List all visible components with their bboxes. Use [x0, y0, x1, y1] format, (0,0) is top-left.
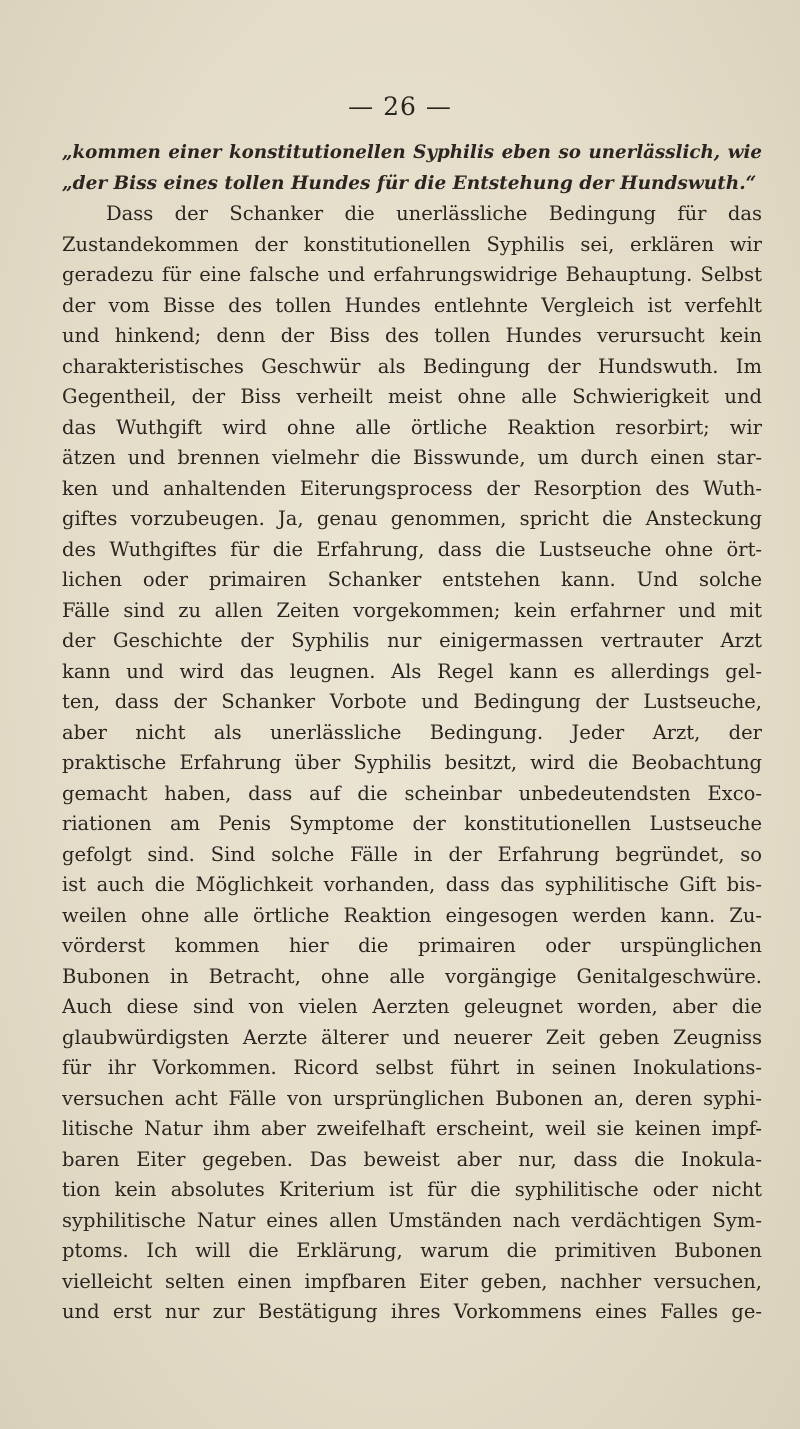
- text-line: ken und anhaltenden Eiterungsprocess der Resorption des Wuth-: [62, 476, 762, 500]
- text-line: ist auch die Möglichkeit vorhanden, dass das syphilitische Gift bis-: [62, 873, 762, 896]
- text-line: „kommen einer konstitutionellen Syphilis eben so unerlässlich, wie: [62, 142, 762, 163]
- text-line: weilen ohne alle örtliche Reaktion eingesogen werden kann. Zu-: [62, 903, 762, 927]
- text-line: ätzen und brennen vielmehr die Bisswunde, um durch einen star-: [62, 446, 762, 469]
- text-line: für ihr Vorkommen. Ricord selbst führt in seinen Inokulations-: [62, 1056, 762, 1079]
- text-line: Bubonen in Betracht, ohne alle vorgängige Genitalgeschwüre.: [62, 964, 762, 988]
- text-line: glaubwürdigsten Aerzte älterer und neuerer Zeit geben Zeugniss: [62, 1025, 762, 1049]
- text-line: giftes vorzubeugen. Ja, genau genommen, spricht die Ansteckung: [62, 507, 762, 530]
- text-line: Fälle sind zu allen Zeiten vorgekommen; kein erfahrner und mit: [62, 598, 762, 622]
- text-line: litische Natur ihm aber zweifelhaft erscheint, weil sie keinen impf-: [62, 1117, 762, 1140]
- page-number: — 26 —: [348, 92, 452, 121]
- text-line: der Geschichte der Syphilis nur einigermassen vertrauter Arzt: [62, 629, 762, 652]
- text-line: der vom Bisse des tollen Hundes entlehnte Vergleich ist verfehlt: [62, 293, 762, 317]
- text-line: geradezu für eine falsche und erfahrungswidrige Behauptung. Selbst: [62, 263, 762, 286]
- text-line: Zustandekommen der konstitutionellen Syphilis sei, erklären wir: [62, 232, 762, 256]
- text-line: vörderst kommen hier die primairen oder urspünglichen: [62, 934, 762, 957]
- text-line: und hinkend; denn der Biss des tollen Hundes verursucht kein: [62, 324, 762, 347]
- text-line: praktische Erfahrung über Syphilis besitzt, wird die Beobachtung: [62, 751, 762, 774]
- text-line: tion kein absolutes Kriterium ist für die syphilitische oder nicht: [62, 1178, 762, 1201]
- text-line: ptoms. Ich will die Erklärung, warum die primitiven Bubonen: [62, 1239, 762, 1262]
- text-line: baren Eiter gegeben. Das beweist aber nur, dass die Inokula-: [62, 1147, 762, 1171]
- text-line: gemacht haben, dass auf die scheinbar unbedeutendsten Exco-: [62, 781, 762, 805]
- body-text: [62, 138, 762, 1328]
- text-line: ten, dass der Schanker Vorbote und Bedingung der Lustseuche,: [62, 690, 762, 713]
- text-line: Gegentheil, der Biss verheilt meist ohne alle Schwierigkeit und: [62, 385, 762, 408]
- text-line: syphilitische Natur eines allen Umständen nach verdächtigen Sym-: [62, 1208, 762, 1232]
- text-line: das Wuthgift wird ohne alle örtliche Reaktion resorbirt; wir: [62, 415, 762, 439]
- text-line: gefolgt sind. Sind solche Fälle in der Erfahrung begründet, so: [62, 842, 762, 866]
- text-line: des Wuthgiftes für die Erfahrung, dass die Lustseuche ohne ört-: [62, 537, 762, 561]
- text-line: vielleicht selten einen impfbaren Eiter geben, nachher versuchen,: [62, 1269, 762, 1293]
- text-line: und erst nur zur Bestätigung ihres Vorkommens eines Falles ge-: [62, 1300, 762, 1323]
- text-line: versuchen acht Fälle von ursprünglichen Bubonen an, deren syphi-: [62, 1086, 762, 1110]
- text-line: Dass der Schanker die unerlässliche Bedingung für das: [106, 202, 762, 225]
- text-line: lichen oder primairen Schanker entstehen kann. Und solche: [62, 568, 762, 591]
- text-line: charakteristisches Geschwür als Bedingung der Hundswuth. Im: [62, 354, 762, 378]
- text-line: kann und wird das leugnen. Als Regel kann es allerdings gel-: [62, 659, 762, 683]
- text-line: „der Biss eines tollen Hundes für die Entstehung der Hundswuth.“: [62, 172, 757, 194]
- text-line: riationen am Penis Symptome der konstitutionellen Lustseuche: [62, 812, 762, 835]
- text-line: aber nicht als unerlässliche Bedingung. Jeder Arzt, der: [62, 720, 762, 744]
- text-line: Auch diese sind von vielen Aerzten geleugnet worden, aber die: [62, 995, 762, 1018]
